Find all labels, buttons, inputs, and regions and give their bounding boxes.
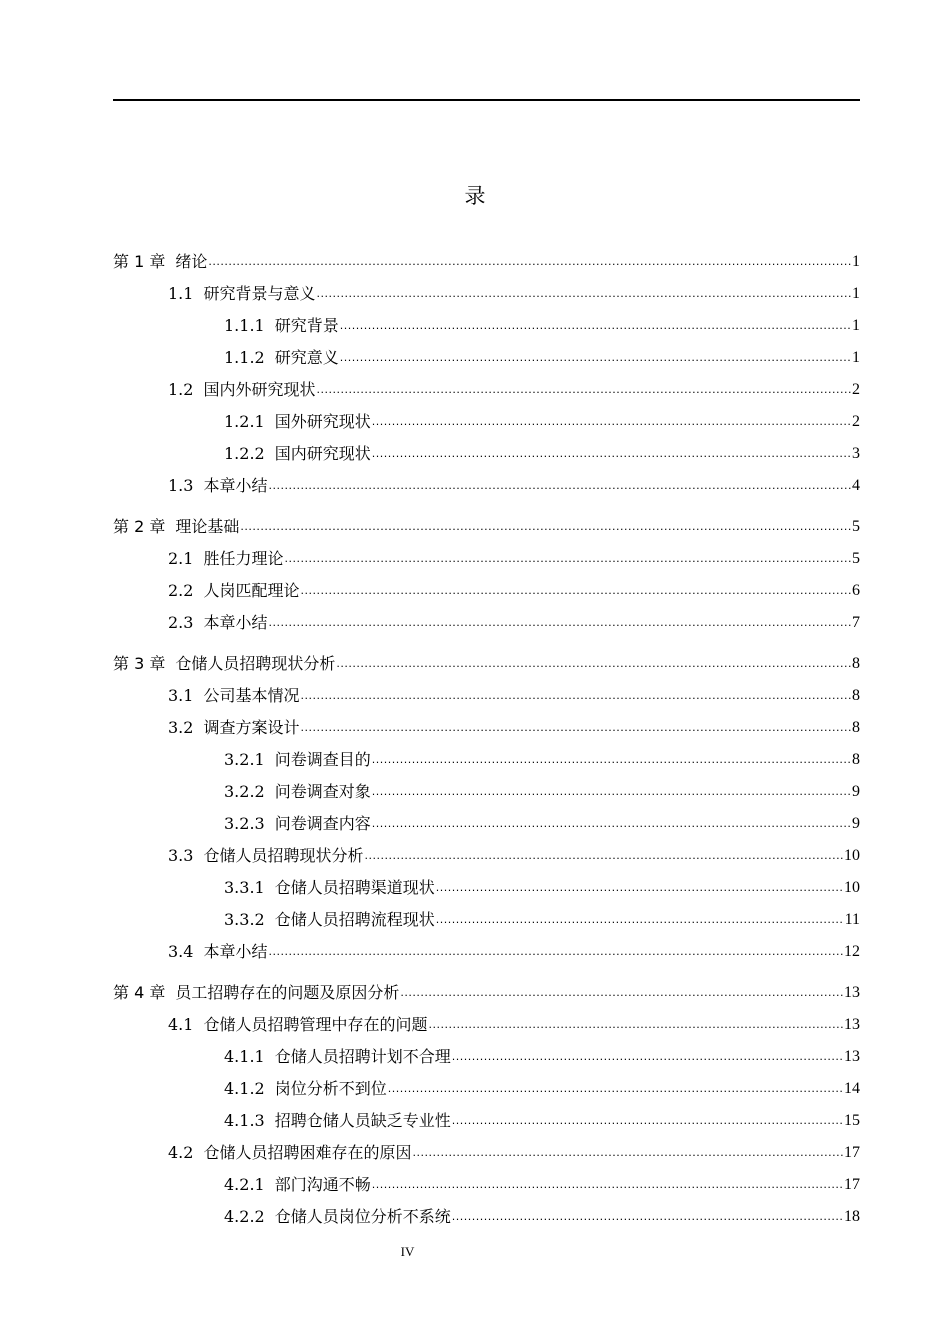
toc-entry-page: 10 — [844, 879, 860, 896]
toc-entry-title: 本章小结 — [203, 942, 268, 961]
toc-entry[interactable] — [224, 1171, 860, 1195]
toc-entry-title: 公司基本情况 — [203, 686, 300, 705]
toc-entry-title: 研究背景与意义 — [203, 284, 316, 303]
toc-entry-number: 1.3 — [168, 476, 194, 495]
toc-entry-number: 4.1.3 — [224, 1111, 265, 1130]
toc-entry-number: 3.2.1 — [224, 750, 265, 769]
toc-entry[interactable] — [224, 906, 860, 930]
toc-entry-number: 4.2.1 — [224, 1175, 265, 1194]
toc-entry-page: 18 — [844, 1208, 860, 1225]
toc-entry[interactable] — [113, 650, 860, 674]
toc-entry-title: 岗位分析不到位 — [274, 1079, 387, 1098]
toc-dot-leader — [268, 617, 851, 629]
toc-entry-title: 问卷调查内容 — [274, 814, 371, 833]
toc-entry-page: 10 — [844, 847, 860, 864]
toc-dot-leader — [452, 1211, 843, 1223]
toc-entry-number: 1.1.1 — [224, 316, 265, 335]
toc-entry[interactable] — [224, 1203, 860, 1227]
toc-dot-leader — [372, 1179, 843, 1191]
toc-entry-number: 4.1 — [168, 1015, 194, 1034]
toc-entry[interactable] — [168, 1139, 860, 1163]
toc-entry-title: 部门沟通不畅 — [274, 1175, 371, 1194]
toc-entry-number: 第 3 章 — [113, 654, 166, 673]
toc-dot-leader — [436, 882, 843, 894]
toc-entry-page: 6 — [852, 582, 860, 599]
toc-entry[interactable] — [168, 376, 860, 400]
toc-entry-title: 招聘仓储人员缺乏专业性 — [274, 1111, 451, 1130]
toc-entry-title: 理论基础 — [175, 517, 240, 536]
toc-entry-page: 13 — [844, 984, 860, 1001]
toc-entry-number: 4.2.2 — [224, 1207, 265, 1226]
toc-entry[interactable] — [224, 778, 860, 802]
toc-dot-leader — [300, 585, 851, 597]
toc-entry-number: 1.2.2 — [224, 444, 265, 463]
toc-entry-title: 调查方案设计 — [203, 718, 300, 737]
toc-entry-page: 9 — [852, 783, 860, 800]
toc-entry[interactable] — [168, 545, 860, 569]
toc-entry-page: 1 — [852, 253, 860, 270]
toc-entry[interactable] — [224, 408, 860, 432]
toc-dot-leader — [372, 754, 851, 766]
toc-entry[interactable] — [224, 312, 860, 336]
toc-entry[interactable] — [224, 1107, 860, 1131]
toc-entry-page: 17 — [844, 1144, 860, 1161]
toc-entry[interactable] — [224, 440, 860, 464]
toc-entry-page: 8 — [852, 751, 860, 768]
toc-dot-leader — [300, 722, 851, 734]
toc-entry-page: 14 — [844, 1080, 860, 1097]
toc-entry[interactable] — [224, 344, 860, 368]
toc-entry-page: 11 — [844, 911, 860, 928]
toc-entry[interactable] — [113, 979, 860, 1003]
toc-dot-leader — [284, 553, 851, 565]
toc-dot-leader — [400, 987, 843, 999]
toc-entry-number: 3.2 — [168, 718, 194, 737]
toc-entry-number: 3.4 — [168, 942, 194, 961]
toc-entry-number: 4.1.2 — [224, 1079, 265, 1098]
toc-entry-title: 仓储人员岗位分析不系统 — [274, 1207, 451, 1226]
toc-entry-title: 问卷调查对象 — [274, 782, 371, 801]
toc-entry-page: 4 — [852, 477, 860, 494]
toc-entry-number: 4.2 — [168, 1143, 194, 1162]
toc-dot-leader — [268, 480, 851, 492]
toc-entry[interactable] — [168, 714, 860, 738]
toc-entry-page: 13 — [844, 1048, 860, 1065]
toc-entry-page: 15 — [844, 1112, 860, 1129]
toc-dot-leader — [436, 914, 844, 926]
toc-dot-leader — [412, 1147, 843, 1159]
toc-entry[interactable] — [168, 682, 860, 706]
toc-entry-number: 第 1 章 — [113, 252, 166, 271]
toc-entry[interactable] — [224, 874, 860, 898]
toc-dot-leader — [364, 850, 843, 862]
toc-dot-leader — [240, 521, 851, 533]
toc-entry-title: 问卷调查目的 — [274, 750, 371, 769]
toc-entry-title: 仓储人员招聘渠道现状 — [274, 878, 435, 897]
toc-entry-title: 胜任力理论 — [203, 549, 284, 568]
toc-entry-title: 研究背景 — [274, 316, 339, 335]
toc-entry-title: 研究意义 — [274, 348, 339, 367]
toc-entry-number: 3.1 — [168, 686, 194, 705]
toc-dot-leader — [452, 1051, 843, 1063]
toc-entry[interactable] — [168, 472, 860, 496]
toc-entry-page: 9 — [852, 815, 860, 832]
toc-entry-number: 1.2 — [168, 380, 194, 399]
toc-entry-page: 2 — [852, 413, 860, 430]
toc-dot-leader — [372, 786, 851, 798]
toc-dot-leader — [372, 818, 851, 830]
toc-entry-number: 4.1.1 — [224, 1047, 265, 1066]
toc-entry-number: 第 4 章 — [113, 983, 166, 1002]
toc-entry-number: 3.3.1 — [224, 878, 265, 897]
toc-dot-leader — [388, 1083, 843, 1095]
toc-entry-number: 1.1 — [168, 284, 194, 303]
toc-dot-leader — [316, 288, 851, 300]
toc-entry-title: 国外研究现状 — [274, 412, 371, 431]
toc-entry-page: 1 — [852, 349, 860, 366]
toc-entry-title: 仓储人员招聘计划不合理 — [274, 1047, 451, 1066]
toc-entry-number: 2.3 — [168, 613, 194, 632]
toc-entry-page: 2 — [852, 381, 860, 398]
toc-entry-number: 2.2 — [168, 581, 194, 600]
toc-entry-page: 3 — [852, 445, 860, 462]
toc-entry[interactable] — [168, 842, 860, 866]
toc-entry-number: 1.2.1 — [224, 412, 265, 431]
toc-entry[interactable] — [224, 746, 860, 770]
toc-dot-leader — [340, 352, 851, 364]
toc-entry-title: 本章小结 — [203, 476, 268, 495]
toc-entry-page: 5 — [852, 550, 860, 567]
toc-entry-page: 8 — [852, 719, 860, 736]
toc-entry-page: 7 — [852, 614, 860, 631]
toc-entry-page: 5 — [852, 518, 860, 535]
toc-entry[interactable] — [113, 513, 860, 537]
toc-entry-page: 12 — [844, 943, 860, 960]
toc-entry-title: 国内研究现状 — [274, 444, 371, 463]
toc-entry-page: 8 — [852, 655, 860, 672]
page-number-footer: IV — [400, 1244, 415, 1259]
toc-entry[interactable] — [168, 280, 860, 304]
toc-entry[interactable] — [224, 1043, 860, 1067]
toc-dot-leader — [340, 320, 851, 332]
toc-entry-title: 仓储人员招聘现状分析 — [175, 654, 336, 673]
toc-entry[interactable] — [224, 1075, 860, 1099]
toc-dot-leader — [372, 416, 851, 428]
toc-dot-leader — [268, 946, 843, 958]
toc-entry-title: 国内外研究现状 — [203, 380, 316, 399]
toc-entry-title: 绪论 — [175, 252, 208, 271]
toc-dot-leader — [452, 1115, 843, 1127]
toc-entry-title: 人岗匹配理论 — [203, 581, 300, 600]
toc-entry-title: 仓储人员招聘困难存在的原因 — [203, 1143, 412, 1162]
toc-entry-page: 1 — [852, 285, 860, 302]
toc-entry-number: 2.1 — [168, 549, 194, 568]
toc-dot-leader — [428, 1019, 843, 1031]
toc-entry-number: 3.3 — [168, 846, 194, 865]
toc-entry[interactable] — [224, 810, 860, 834]
header-rule — [113, 99, 860, 101]
toc-entry[interactable] — [113, 248, 860, 272]
toc-dot-leader — [316, 384, 851, 396]
toc-entry[interactable] — [168, 1011, 860, 1035]
toc-entry[interactable] — [168, 609, 860, 633]
toc-dot-leader — [336, 658, 851, 670]
toc-entry-number: 第 2 章 — [113, 517, 166, 536]
toc-dot-leader — [372, 448, 851, 460]
toc-entry-number: 3.2.3 — [224, 814, 265, 833]
toc-entry[interactable] — [168, 938, 860, 962]
toc-entry[interactable] — [168, 577, 860, 601]
toc-entry-number: 3.2.2 — [224, 782, 265, 801]
toc-entry-page: 17 — [844, 1176, 860, 1193]
toc-entry-title: 本章小结 — [203, 613, 268, 632]
toc-entry-title: 仓储人员招聘流程现状 — [274, 910, 435, 929]
toc-dot-leader — [208, 256, 851, 268]
toc-entry-page: 1 — [852, 317, 860, 334]
toc-dot-leader — [300, 690, 851, 702]
toc-entry-page: 13 — [844, 1016, 860, 1033]
page-title: 录 — [464, 184, 486, 208]
toc-entry-number: 1.1.2 — [224, 348, 265, 367]
toc-entry-title: 员工招聘存在的问题及原因分析 — [175, 983, 400, 1002]
toc-entry-title: 仓储人员招聘现状分析 — [203, 846, 364, 865]
toc-entry-title: 仓储人员招聘管理中存在的问题 — [203, 1015, 428, 1034]
toc-entry-number: 3.3.2 — [224, 910, 265, 929]
toc-entry-page: 8 — [852, 687, 860, 704]
